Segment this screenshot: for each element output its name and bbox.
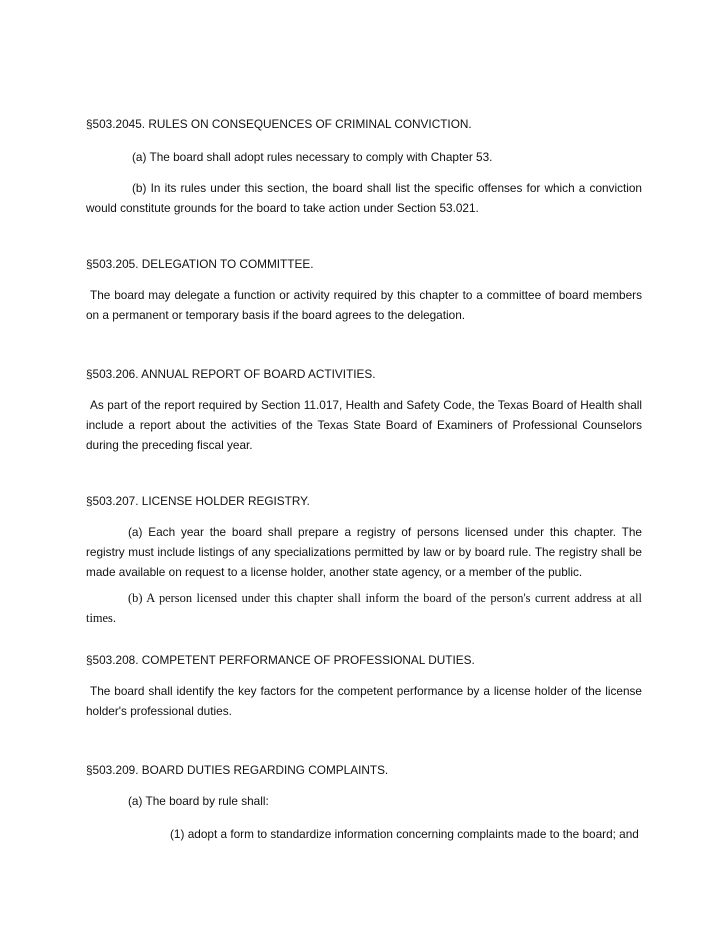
section-205-paragraph: The board may delegate a function or activity required by this chapter to a committee of board members on a permanent or temporary basis if the board agrees to the delegation. — [86, 288, 642, 322]
section-2045-paragraph-b: (b) In its rules under this section, the board shall list the specific offenses for which a conviction would constitute grounds for the board to take action under Section 53.021. — [86, 181, 642, 215]
section-207-paragraph-a: (a) Each year the board shall prepare a registry of persons licensed under this chapter. The registry must include listings of any specializations permitted by law or by board rule. The registry shall be made available on request to a license holder, another state agency, or a member of the public. — [86, 525, 642, 579]
section-205-heading: §503.205. DELEGATION TO COMMITTEE. — [86, 257, 314, 271]
section-2045-paragraph-a: (a) The board shall adopt rules necessary to comply with Chapter 53. — [132, 150, 493, 164]
section-207-paragraph-b: (b) A person licensed under this chapter shall inform the board of the person's current address at all times. — [86, 591, 642, 625]
section-206-heading: §503.206. ANNUAL REPORT OF BOARD ACTIVITIES. — [86, 367, 376, 381]
section-209-item-1: (1) adopt a form to standardize information concerning complaints made to the board; and — [170, 827, 639, 841]
section-2045-heading: §503.2045. RULES ON CONSEQUENCES OF CRIMINAL CONVICTION. — [86, 117, 472, 131]
section-208-heading: §503.208. COMPETENT PERFORMANCE OF PROFESSIONAL DUTIES. — [86, 653, 475, 667]
section-208-paragraph: The board shall identify the key factors for the competent performance by a license holder of the license holder's professional duties. — [86, 684, 642, 718]
section-206-paragraph: As part of the report required by Section 11.017, Health and Safety Code, the Texas Board of Health shall include a report about the activities of the Texas State Board of Examiners of Professional Counselors during the preceding fiscal year. — [86, 398, 642, 452]
section-209-heading: §503.209. BOARD DUTIES REGARDING COMPLAINTS. — [86, 763, 389, 777]
section-209-paragraph-a: (a) The board by rule shall: — [128, 794, 269, 808]
section-207-heading: §503.207. LICENSE HOLDER REGISTRY. — [86, 494, 310, 508]
